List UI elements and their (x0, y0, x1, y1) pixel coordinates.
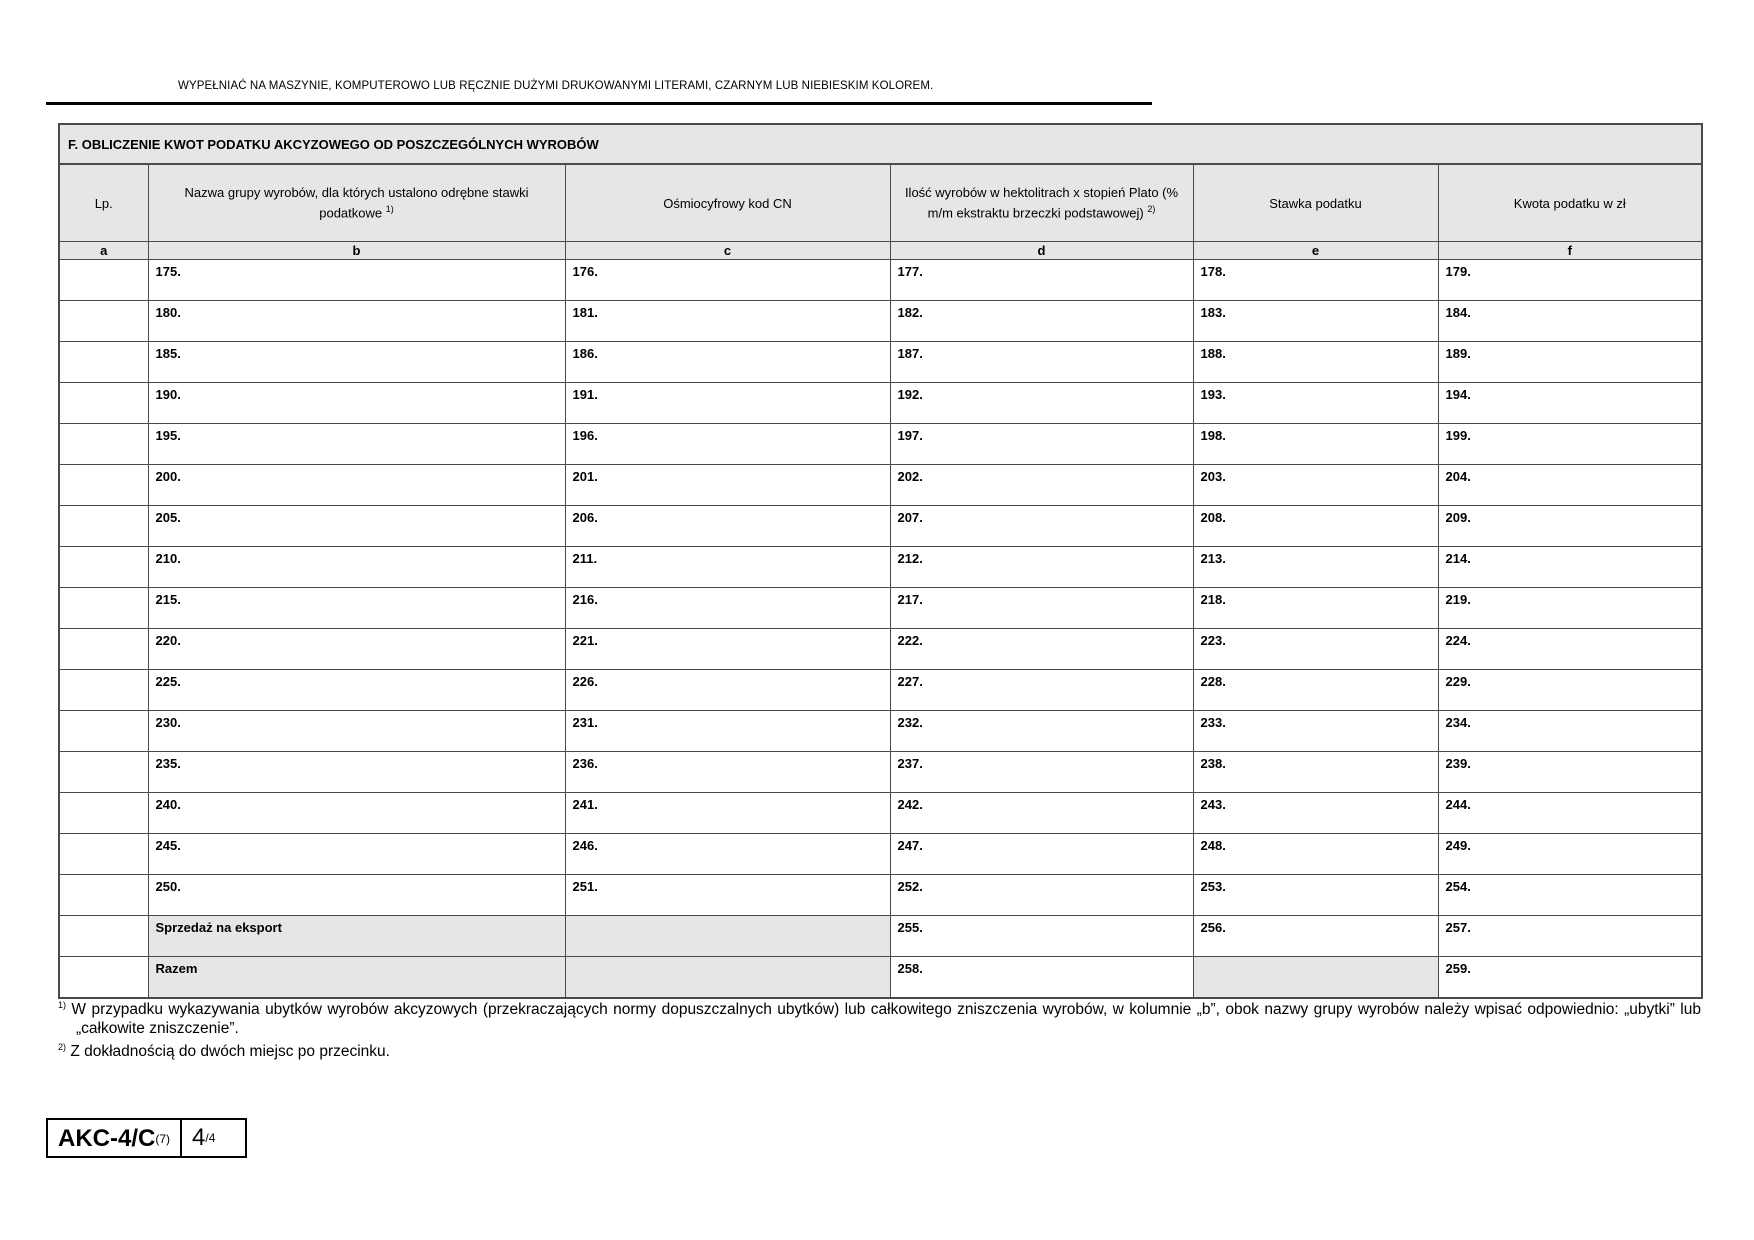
export-quantity-field[interactable]: 255. (890, 916, 1193, 957)
field-number: 196. (572, 428, 598, 443)
cn-code-field[interactable] (565, 342, 890, 383)
quantity-field[interactable] (890, 834, 1193, 875)
quantity-field[interactable] (890, 342, 1193, 383)
lp-cell[interactable] (59, 752, 148, 793)
field-number: 179. (1445, 264, 1471, 279)
field-number: 207. (897, 510, 923, 525)
product-group-field[interactable] (148, 875, 565, 916)
field-number: 194. (1445, 387, 1471, 402)
field-number: 205. (155, 510, 181, 525)
tax-amount-field[interactable] (1438, 711, 1702, 752)
field-number: 191. (572, 387, 598, 402)
product-group-field[interactable] (148, 711, 565, 752)
lp-cell[interactable] (59, 424, 148, 465)
field-number: 249. (1445, 838, 1471, 853)
field-number: 206. (572, 510, 598, 525)
table-row (59, 260, 1702, 301)
lp-cell[interactable] (59, 793, 148, 834)
field-number: 223. (1200, 633, 1226, 648)
total-label-cell: Razem (148, 957, 565, 999)
tax-rate-field[interactable] (1193, 383, 1438, 424)
field-number: 184. (1445, 305, 1471, 320)
cn-code-field[interactable] (565, 506, 890, 547)
field-number: 247. (897, 838, 923, 853)
field-number: 242. (897, 797, 923, 812)
cn-code-field[interactable] (565, 711, 890, 752)
tax-amount-field[interactable] (1438, 670, 1702, 711)
field-number: 210. (155, 551, 181, 566)
field-number: 218. (1200, 592, 1226, 607)
cn-code-field[interactable] (565, 465, 890, 506)
field-number: 246. (572, 838, 598, 853)
total-quantity-field[interactable]: 258. (890, 957, 1193, 999)
header-product-group: Nazwa grupy wyrobów, dla których ustalono odrębne stawki podatkowe $^{1)}$ (148, 164, 565, 242)
tax-rate-field[interactable] (1193, 588, 1438, 629)
export-amount-field[interactable]: 257. (1438, 916, 1702, 957)
tax-rate-field[interactable] (1193, 629, 1438, 670)
page-number: 4 /4 (192, 1124, 216, 1151)
field-number: 238. (1200, 756, 1226, 771)
field-number: 200. (155, 469, 181, 484)
table-row (59, 670, 1702, 711)
tax-rate-field[interactable] (1193, 752, 1438, 793)
field-number: 236. (572, 756, 598, 771)
field-number: 217. (897, 592, 923, 607)
field-number: 187. (897, 346, 923, 361)
tax-rate-field[interactable] (1193, 793, 1438, 834)
export-label-cell: Sprzedaż na eksport (148, 916, 565, 957)
export-row (59, 916, 1702, 957)
field-number: 189. (1445, 346, 1471, 361)
field-number: 233. (1200, 715, 1226, 730)
quantity-field[interactable] (890, 670, 1193, 711)
lp-cell[interactable] (59, 547, 148, 588)
tax-amount-field[interactable] (1438, 834, 1702, 875)
product-group-field[interactable] (148, 547, 565, 588)
cn-code-field[interactable] (565, 383, 890, 424)
cn-code-field[interactable] (565, 547, 890, 588)
header-lp: Lp. (59, 164, 148, 242)
column-letter: e (1193, 242, 1438, 260)
field-number: 229. (1445, 674, 1471, 689)
field-number: 251. (572, 879, 598, 894)
field-number: 224. (1445, 633, 1471, 648)
field-number: 227. (897, 674, 923, 689)
field-number: 201. (572, 469, 598, 484)
field-number: 209. (1445, 510, 1471, 525)
field-number: 211. (572, 551, 598, 566)
column-letter: c (565, 242, 890, 260)
field-number: 203. (1200, 469, 1226, 484)
field-number: 183. (1200, 305, 1226, 320)
tax-amount-field[interactable] (1438, 629, 1702, 670)
field-number: 188. (1200, 346, 1226, 361)
lp-cell[interactable] (59, 260, 148, 301)
tax-amount-field[interactable] (1438, 301, 1702, 342)
field-number: 215. (155, 592, 181, 607)
product-group-field[interactable] (148, 465, 565, 506)
field-number: 198. (1200, 428, 1226, 443)
column-letter: a (59, 242, 148, 260)
field-number: 181. (572, 305, 598, 320)
field-number: 197. (897, 428, 923, 443)
table-row (59, 834, 1702, 875)
export-cn-cell (565, 916, 890, 957)
table-row (59, 711, 1702, 752)
tax-rate-field[interactable] (1193, 547, 1438, 588)
quantity-field[interactable] (890, 260, 1193, 301)
field-number: 234. (1445, 715, 1471, 730)
field-number: 214. (1445, 551, 1471, 566)
lp-cell[interactable] (59, 465, 148, 506)
cn-code-field[interactable] (565, 301, 890, 342)
header-tax-rate: Stawka podatku (1193, 164, 1438, 242)
product-group-field[interactable] (148, 629, 565, 670)
product-group-field[interactable] (148, 752, 565, 793)
tax-rate-field[interactable] (1193, 670, 1438, 711)
product-group-field[interactable] (148, 383, 565, 424)
tax-rate-field[interactable] (1193, 260, 1438, 301)
field-number: 195. (155, 428, 181, 443)
quantity-field[interactable] (890, 383, 1193, 424)
lp-cell[interactable] (59, 875, 148, 916)
lp-cell[interactable] (59, 342, 148, 383)
tax-amount-field[interactable] (1438, 547, 1702, 588)
field-number: 180. (155, 305, 181, 320)
field-number: 241. (572, 797, 598, 812)
lp-cell[interactable] (59, 383, 148, 424)
table-row (59, 588, 1702, 629)
field-number: 199. (1445, 428, 1471, 443)
export-rate-field[interactable]: 256. (1193, 916, 1438, 957)
lp-cell (59, 957, 148, 999)
header-tax-amount: Kwota podatku w zł (1438, 164, 1702, 242)
field-number: 243. (1200, 797, 1226, 812)
field-number: 250. (155, 879, 181, 894)
section-title: F. OBLICZENIE KWOT PODATKU AKCYZOWEGO OD POSZCZEGÓLNYCH WYROBÓW (59, 124, 1702, 164)
quantity-field[interactable] (890, 465, 1193, 506)
tax-rate-field[interactable] (1193, 465, 1438, 506)
product-group-field[interactable] (148, 260, 565, 301)
field-number: 212. (897, 551, 923, 566)
table-row (59, 547, 1702, 588)
quantity-field[interactable] (890, 547, 1193, 588)
lp-cell[interactable] (59, 670, 148, 711)
lp-cell[interactable] (59, 588, 148, 629)
footnote-2: $^{2)}$ Z dokładnością do dwóch miejsc po przecinku. (58, 1042, 390, 1061)
product-group-field[interactable] (148, 670, 565, 711)
product-group-field[interactable] (148, 588, 565, 629)
field-number: 240. (155, 797, 181, 812)
field-number: 220. (155, 633, 181, 648)
quantity-field[interactable] (890, 301, 1193, 342)
tax-rate-field[interactable] (1193, 506, 1438, 547)
footnote-1: $^{1)}$ W przypadku wykazywania ubytków wyrobów akcyzowych (przekraczających normy dopuszczalnych ubytków) lub całkowitego zniszczenia wyrobów, w kolumnie „b”, obok nazwy grupy wyrobów należy wpisać odpowiednio: „ubytki” lub „całkowite zniszczenie”. (58, 1000, 1701, 1038)
tax-amount-field[interactable] (1438, 342, 1702, 383)
quantity-field[interactable] (890, 875, 1193, 916)
header-cn-code: Ośmiocyfrowy kod CN (565, 164, 890, 242)
total-row (59, 957, 1702, 999)
tax-rate-field[interactable] (1193, 875, 1438, 916)
field-number: 225. (155, 674, 181, 689)
tax-amount-field[interactable] (1438, 465, 1702, 506)
tax-rate-field[interactable] (1193, 834, 1438, 875)
quantity-field[interactable] (890, 629, 1193, 670)
field-number: 226. (572, 674, 598, 689)
tax-rate-field[interactable] (1193, 711, 1438, 752)
form-code: AKC-4/C (7) (48, 1120, 182, 1156)
field-number: 228. (1200, 674, 1226, 689)
field-number: 253. (1200, 879, 1226, 894)
table-row (59, 383, 1702, 424)
field-number: 175. (155, 264, 181, 279)
cn-code-field[interactable] (565, 260, 890, 301)
table-row (59, 875, 1702, 916)
lp-cell (59, 916, 148, 957)
tax-amount-field[interactable] (1438, 793, 1702, 834)
table-row (59, 342, 1702, 383)
field-number: 248. (1200, 838, 1226, 853)
tax-amount-field[interactable] (1438, 875, 1702, 916)
field-number: 235. (155, 756, 181, 771)
product-group-field[interactable] (148, 342, 565, 383)
cn-code-field[interactable] (565, 424, 890, 465)
tax-rate-field[interactable] (1193, 342, 1438, 383)
table-row (59, 465, 1702, 506)
column-letter: f (1438, 242, 1702, 260)
field-number: 185. (155, 346, 181, 361)
quantity-field[interactable] (890, 752, 1193, 793)
tax-rate-field[interactable] (1193, 301, 1438, 342)
fill-instruction: WYPEŁNIAĆ NA MASZYNIE, KOMPUTEROWO LUB RĘCZNIE DUŻYMI DRUKOWANYMI LITERAMI, CZARNYM LUB NIEBIESKIM KOLOREM. (178, 80, 934, 92)
tax-calculation-table (58, 123, 1703, 999)
total-cn-cell (565, 957, 890, 999)
cn-code-field[interactable] (565, 629, 890, 670)
column-letter: b (148, 242, 565, 260)
table-row (59, 424, 1702, 465)
field-number: 177. (897, 264, 923, 279)
field-number: 222. (897, 633, 923, 648)
field-number: 254. (1445, 879, 1471, 894)
tax-amount-field[interactable] (1438, 588, 1702, 629)
form-identifier (46, 1118, 247, 1158)
field-number: 190. (155, 387, 181, 402)
lp-cell[interactable] (59, 834, 148, 875)
lp-cell[interactable] (59, 506, 148, 547)
field-number: 186. (572, 346, 598, 361)
field-number: 244. (1445, 797, 1471, 812)
tax-amount-field[interactable] (1438, 383, 1702, 424)
total-amount-field[interactable]: 259. (1438, 957, 1702, 999)
field-number: 239. (1445, 756, 1471, 771)
product-group-field[interactable] (148, 506, 565, 547)
field-number: 178. (1200, 264, 1226, 279)
field-number: 221. (572, 633, 598, 648)
lp-cell[interactable] (59, 711, 148, 752)
cn-code-field[interactable] (565, 875, 890, 916)
field-number: 192. (897, 387, 923, 402)
cn-code-field[interactable] (565, 670, 890, 711)
quantity-field[interactable] (890, 588, 1193, 629)
column-letter: d (890, 242, 1193, 260)
header-quantity: Ilość wyrobów w hektolitrach x stopień Plato (% m/m ekstraktu brzeczki podstawowej) $^{2)}$ (890, 164, 1193, 242)
cn-code-field[interactable] (565, 793, 890, 834)
field-number: 216. (572, 592, 598, 607)
field-number: 208. (1200, 510, 1226, 525)
total-rate-cell (1193, 957, 1438, 999)
field-number: 176. (572, 264, 598, 279)
lp-cell[interactable] (59, 629, 148, 670)
table-row (59, 301, 1702, 342)
field-number: 213. (1200, 551, 1226, 566)
product-group-field[interactable] (148, 834, 565, 875)
table-row (59, 629, 1702, 670)
field-number: 232. (897, 715, 923, 730)
field-number: 182. (897, 305, 923, 320)
quantity-field[interactable] (890, 793, 1193, 834)
tax-amount-field[interactable] (1438, 424, 1702, 465)
product-group-field[interactable] (148, 301, 565, 342)
field-number: 202. (897, 469, 923, 484)
field-number: 237. (897, 756, 923, 771)
quantity-field[interactable] (890, 424, 1193, 465)
table-row (59, 506, 1702, 547)
table-row (59, 793, 1702, 834)
quantity-field[interactable] (890, 506, 1193, 547)
field-number: 231. (572, 715, 598, 730)
table-row (59, 752, 1702, 793)
cn-code-field[interactable] (565, 834, 890, 875)
tax-amount-field[interactable] (1438, 506, 1702, 547)
field-number: 230. (155, 715, 181, 730)
field-number: 252. (897, 879, 923, 894)
footnotes (58, 996, 1701, 1061)
field-number: 219. (1445, 592, 1471, 607)
field-number: 204. (1445, 469, 1471, 484)
cn-code-field[interactable] (565, 588, 890, 629)
product-group-field[interactable] (148, 793, 565, 834)
tax-amount-field[interactable] (1438, 752, 1702, 793)
lp-cell[interactable] (59, 301, 148, 342)
column-letters-row (59, 242, 1702, 260)
field-number: 193. (1200, 387, 1226, 402)
field-number: 245. (155, 838, 181, 853)
cn-code-field[interactable] (565, 752, 890, 793)
tax-rate-field[interactable] (1193, 424, 1438, 465)
quantity-field[interactable] (890, 711, 1193, 752)
tax-amount-field[interactable] (1438, 260, 1702, 301)
product-group-field[interactable] (148, 424, 565, 465)
top-rule (46, 102, 1152, 105)
